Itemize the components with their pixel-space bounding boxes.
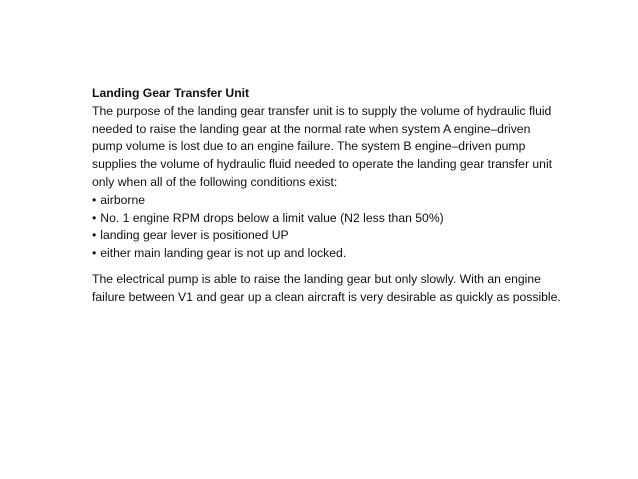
list-item bbox=[92, 192, 562, 210]
list-item-text: landing gear lever is positioned UP bbox=[100, 228, 289, 243]
list-item-text: No. 1 engine RPM drops below a limit value (N2 less than 50%) bbox=[100, 210, 444, 225]
list-item bbox=[92, 227, 562, 245]
list-item bbox=[92, 210, 562, 228]
paragraph-gap bbox=[92, 263, 562, 271]
text-block bbox=[92, 85, 562, 307]
bullet-icon: • bbox=[92, 246, 97, 261]
bullet-icon: • bbox=[92, 192, 97, 207]
closing-paragraph: The electrical pump is able to raise the landing gear but only slowly. With an engine failure between V1 and gear up a clean aircraft is very desirable as quickly as possible. bbox=[92, 271, 561, 304]
bullet-icon: • bbox=[92, 228, 97, 243]
section-title: Landing Gear Transfer Unit bbox=[92, 86, 250, 100]
bullet-icon: • bbox=[92, 210, 97, 225]
list-item-text: airborne bbox=[100, 192, 145, 207]
conditions-list bbox=[92, 192, 562, 263]
intro-paragraph: The purpose of the landing gear transfer unit is to supply the volume of hydraulic fluid needed to raise the landing gear at the normal rate when system A engine–driven pump volume is lost due to an engine failure. The system B engine–driven pump supplies the volume of hydraulic fluid needed to operate the landing gear transfer unit only when all of the following conditions exist: bbox=[92, 103, 553, 189]
list-item bbox=[92, 245, 562, 263]
list-item-text: either main landing gear is not up and locked. bbox=[100, 246, 347, 261]
